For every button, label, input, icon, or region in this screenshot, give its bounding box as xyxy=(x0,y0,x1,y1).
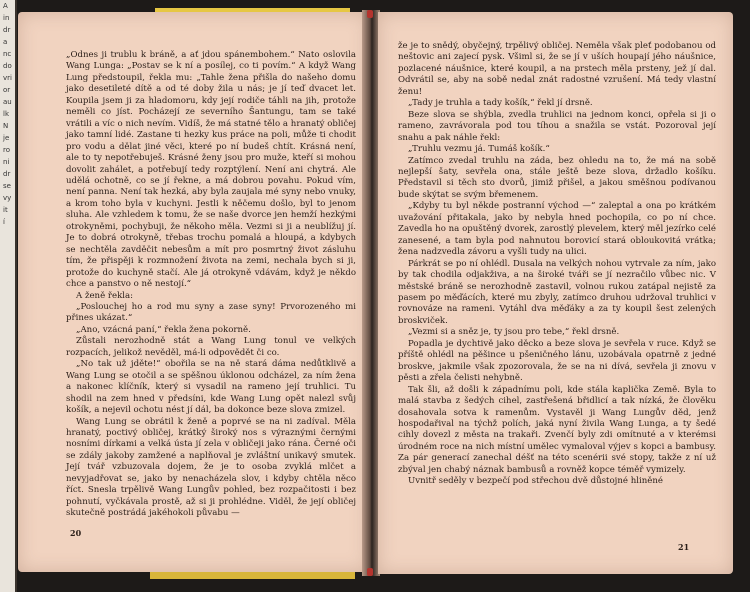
edge-fragment: í xyxy=(3,218,5,226)
page-number-right: 21 xyxy=(678,542,690,552)
edge-fragment: it xyxy=(3,206,8,214)
paragraph: „Vezmi si a sněz je, ty jsou pro tebe,“ řekl drsně. xyxy=(408,327,620,338)
paragraph: „Tady je truhla a tady košík,“ řekl jí drsně. xyxy=(408,98,593,109)
right-page-text xyxy=(398,41,716,488)
edge-fragment: a xyxy=(3,38,8,46)
paragraph: „Kdyby tu byl někde postranní východ —“ zaleptal a ona po krátkém uvažování přitakala, jako by nebyla hned pochopila, co po ní chce. Zavedla ho na opuštěný dvorek, zarostlý plevelem, který měl jezírko celé zanesené, a tam byla pod nahnutou borovicí stará obloukovitá vrátka; žena nadzvedla závoru a vyšli tudy na ulici. xyxy=(398,201,716,258)
edge-fragment: vri xyxy=(3,74,12,82)
edge-fragment: nc xyxy=(3,50,12,58)
paragraph: „No tak už jděte!“ obořila se na ně stará dáma nedůtklivě a Wang Lung se otočil a se spěšnou úklonou odcházel, za ním žena a nakonec klíčník, který si vysadil na rameno její truhlici. Tu shodil na zem hned v předsíni, kde Wang Lung opět nalezl svůj košík, a nejevil ochotu nést jí dál, ba dokonce beze slova zmizel. xyxy=(66,359,356,416)
paragraph: Wang Lung se obrátil k ženě a poprvé se na ni zadíval. Měla hranatý, poctivý obličej, krátký široký nos s výraznými černými nosními dírkami a velká ústa jí zela v obličeji jako rána. Černé oči se zdály jakoby zamžené a naplňoval je zvláštní unikavý smutek. Její tvář vzbuzovala dojem, že je to osoba zvyklá mlčet a nevyjadřovat se, jako by nenacházela slov, i kdyby chtěla něco říct. Snesla trpělivě Wang Lungův pohled, bez rozpačitosti i bez pohnutí, vyčkávala prostě, až si ji prohlédne. Viděl, že její obličej skutečně postrádá jakéhokoli půvabu — xyxy=(66,416,356,519)
paragraph: Popadla je dychtivě jako děcko a beze slova je sevřela v ruce. Když se příště ohlédl na pěšince u pšeničného lánu, uzobávala opatrně z jedné broskve, jakmile však zpozorovala, že se na ni dívá, sevřela ji znovu v pěsti a zřela čelisti nehybně. xyxy=(398,338,716,384)
edge-fragment: do xyxy=(3,62,12,70)
paragraph: Zůstali nerozhodně stát a Wang Lung tonul ve velkých rozpacích, jelikož nevěděl, má-li odpovědět či co. xyxy=(66,336,356,358)
paragraph: Párkrát se po ní ohlédl. Dusala na velkých nohou vytrvale za ním, jako by tak chodila odjakživa, a na široké tváři se jí nezračilo vůbec nic. V městské bráně se nerozhodně zastavil, volnou rukou zatápal nejistě za pasem po měďácích, které mu zbyly, zatímco druhou udržoval truhlici v rovnováze na rameni. Vytáhl dva měďáky a za ty koupil šest zelených broskviček. xyxy=(398,258,716,326)
edge-fragment: or xyxy=(3,86,11,94)
edge-fragment: dr xyxy=(3,26,11,34)
adjacent-page-edge xyxy=(0,0,17,592)
paragraph: „Truhlu vezmu já. Tumáš košík.“ xyxy=(408,144,550,155)
edge-fragment: lk xyxy=(3,110,9,118)
right-page xyxy=(378,12,733,574)
edge-fragment: au xyxy=(3,98,12,106)
paragraph: Beze slova se shýbla, zvedla truhlici na jednom konci, opřela si ji o rameno, zavrávorala pod tou tíhou a snažila se vstát. Pozoroval její snahu a pak náhle řekl: xyxy=(398,109,716,143)
edge-fragment: se xyxy=(3,182,11,190)
page-number-left: 20 xyxy=(70,528,82,538)
paragraph: „Odnes ji trublu k bráně, a ať jdou spánembohem.“ Nato oslovila Wang Lunga: „Postav se k ní a posílej, co ti povím.“ A když Wang Lung předstoupil, řekla mu: „Tahle žena přišla do našeho domu jako desetileté dítě a od té doby žila u nás; je jí teď dvacet let. Koupila jsem ji za hladomoru, kdy její rodiče táhli na jih, protože neměli co jíst. Pocházejí ze severního Šantungu, tam se také vrátili a víc o nich nevím. Vidíš, že má statné tělo a hranatý obličej jako tamní lidé. Zastane ti hezky kus práce na poli, může ti chodit pro vodu a dělat jiné věci, které po ní budeš chtít. Krásná není, ale to ty nepotřebuješ. Krásné ženy jsou pro muže, kteří si mohou dovolit zahálet, a potřebují tedy rozptýlení. Není ani chytrá. Ale udělá ochotně, co se jí řekne, a má dobrou povahu. Pokud vím, není panna. Není tak hezká, aby byla zaujala mé syny nebo vnuky, a krom toho byla v kuchyni. Jestli k něčemu došlo, byl to jenom sluha. Ale vzhledem k tomu, že se naše dvorce jen hemží hezkými otrokyněmi, pochybuji, že někoho měla. Vezmi si ji a neublížuj jí. Je to dobrá otrokyně, třebas trochu pomalá a hloupá, a kdybych se nechtěla zavděčit nebesům a mít pro posmrtný život zásluhu tím, že přispěji k rozmnožení života na zemi, nechala bych si ji, protože do kuchyně stačí. Ale já otrokyně vdávám, když je někdo chce a panstvo o ně nestojí.“ xyxy=(66,50,356,290)
edge-fragment: je xyxy=(3,134,10,142)
left-page-text xyxy=(66,50,356,520)
paragraph: „Poslouchej ho a rod mu syny a zase syny! Prvorozeného mi přines ukázat.“ xyxy=(66,301,356,324)
edge-fragment: ro xyxy=(3,146,11,154)
edge-fragment: ni xyxy=(3,158,10,166)
edge-fragment: in xyxy=(3,14,10,22)
left-page xyxy=(18,12,368,572)
edge-fragment: vy xyxy=(3,194,12,202)
paragraph: Uvnitř seděly v bezpečí pod střechou dvě důstojné hliněné xyxy=(408,476,663,487)
edge-fragment: N xyxy=(3,122,9,130)
edge-fragment: dr xyxy=(3,170,11,178)
paragraph: A ženě řekla: xyxy=(76,290,134,301)
paragraph: Zatímco zvedal truhlu na záda, bez ohledu na to, že má na sobě nejlepší šaty, sevřela ona, stále ještě beze slova, držadlo košíku. Představil si těch sto dvorů, jimiž přišel, a jakou směšnou podívanou bude skýtat se svým břemenem. xyxy=(398,155,716,200)
paragraph: „Ano, vzácná paní,“ řekla žena pokorně. xyxy=(76,324,251,335)
paragraph: že je to snědý, obyčejný, trpělivý obličej. Neměla však pleť podobanou od neštovic ani zajecí pysk. Všiml si, že se jí v uších houpají jého náušnice, pozlacené náušnice, které koupil, a na prstech měla prsteny, jež jí dal. Odvrátil se, aby na sobě nedal znát radostné vzrušení. Má tedy vlastní ženu! xyxy=(398,41,716,97)
bookmark-ribbon-top xyxy=(367,10,373,18)
bookmark-ribbon-bottom xyxy=(367,568,373,576)
edge-fragment: A xyxy=(3,2,8,10)
paragraph: Tak šli, až došli k západnímu poli, kde stála kaplička Země. Byla to malá stavba z šedých cihel, zastřešená břidlicí a tak nízká, že člověku dosahovala sotva k ramenům. Vystavěl ji Wang Lungův děd, jenž hospodařival na týchž polích, jaká nyní živila Wang Lunga, a ty šedé cihly dovezl z města na trakaři. Zvenčí byly zdi omítnuté a v kterémsi úrodném roce na nich místní umělec vymaloval výjev s kopci a bambusy. Za pár generací zanechal déšť na této scenérii své stopy, takže z ní už zbýval jen chabý náznak bambusů a rovněž kopce téměř vymizely. xyxy=(398,384,716,475)
